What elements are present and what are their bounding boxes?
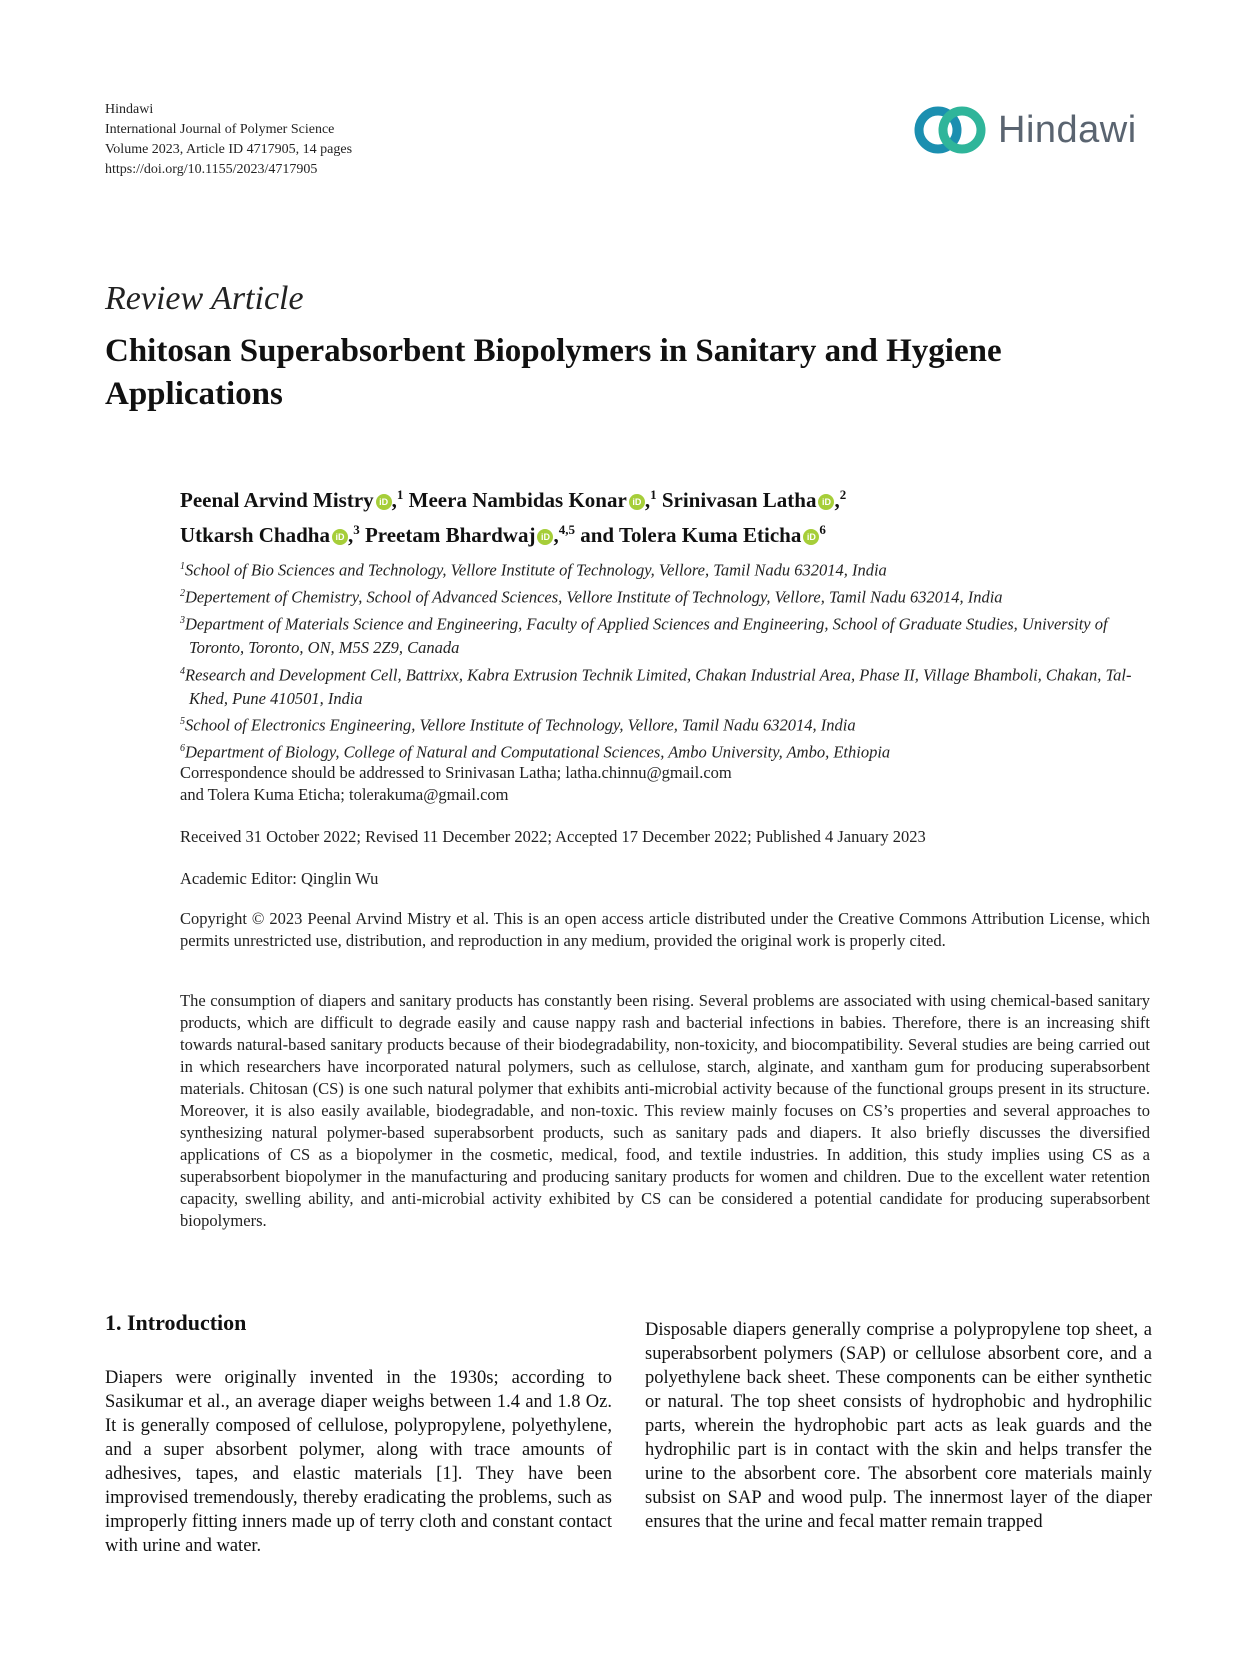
affiliation: $^3$Department of Materials Science and Engineering, Faculty of Applied Sciences and Engineering, School of Graduate Studies, University of Toronto, Toronto, ON, M5S 2Z9, Canada (180, 614, 1108, 657)
copyright-notice: Copyright © 2023 Peenal Arvind Mistry et al. This is an open access article distributed under the Creative Commons Attribution License, which permits unrestricted use, distribution, and reproduction in any medium, provided the original work is properly cited. (180, 909, 1150, 950)
affiliation: $^6$Department of Biology, College of Natural and Computational Sciences, Ambo University, Ambo, Ethiopia (180, 742, 891, 762)
affiliation-list (180, 555, 1160, 764)
page-title: Chitosan Superabsorbent Biopolymers in Sanitary and Hygiene Applications (105, 333, 1002, 412)
orcid-icon[interactable]: iD (803, 529, 819, 545)
author: Meera Nambidas Konar iD ,$^1$ (408, 487, 657, 512)
affiliation: $^5$School of Electronics Engineering, Vellore Institute of Technology, Vellore, Tamil Nadu 632014, India (180, 715, 856, 735)
author: Srinivasan Latha iD ,$^2$ (661, 487, 847, 512)
journal-meta (105, 100, 352, 180)
author: Peenal Arvind Mistry iD ,$^1$ (180, 487, 404, 512)
orcid-icon[interactable]: iD (629, 494, 645, 510)
logo-wordmark: Hindawi (998, 108, 1137, 151)
hindawi-logo[interactable] (910, 100, 1137, 160)
publisher-name: Hindawi (105, 102, 154, 117)
abstract: The consumption of diapers and sanitary products has constantly been rising. Several problems are associated with using chemical-based sanitary products, which are difficult to degrade easily and cause nappy rash and bacterial infections in babies. Therefore, there is an increasing shift towards natural-based sanitary products because of their biodegradability, non-toxicity, and biocompatibility. Several studies are being carried out in which researchers have incorporated natural polymers, such as cellulose, starch, alginate, and xantham gum for producing superabsorbent materials. Chitosan (CS) is one such natural polymer that exhibits anti-microbial activity because of the functional groups present in its structure. Moreover, it is also easily available, biodegradable, and non-toxic. This review mainly focuses on CS’s properties and several approaches to synthesizing natural polymer-based superabsorbent products, such as sanitary pads and diapers. It also briefly discusses the diversified applications of CS as a biopolymer in the cosmetic, medical, food, and textile industries. In addition, this study implies using CS as a superabsorbent biopolymer in the manufacturing and producing sanitary products for women and children. Due to the excellent water retention capacity, swelling ability, and anti-microbial activity exhibited by CS can be considered a potential candidate for producing superabsorbent biopolymers. (180, 991, 1150, 1230)
hindawi-rings-icon (910, 100, 990, 160)
author-list (180, 480, 1160, 550)
article-type: Review Article (105, 280, 304, 317)
correspondence: Correspondence should be addressed to Srinivasan Latha; latha.chinnu@gmail.com and Tolera Kuma Eticha; tolerakuma@gmail.com (180, 763, 732, 804)
journal-name: International Journal of Polymer Science (105, 122, 335, 137)
orcid-icon[interactable]: iD (332, 529, 348, 545)
author: Utkarsh Chadha iD ,$^3$ (180, 522, 360, 547)
publication-dates: Received 31 October 2022; Revised 11 December 2022; Accepted 17 December 2022; Published 4 January 2023 (180, 827, 926, 846)
affiliation: $^1$School of Bio Sciences and Technology, Vellore Institute of Technology, Vellore, Tamil Nadu 632014, India (180, 560, 887, 580)
body-column-right: Disposable diapers generally comprise a polypropylene top sheet, a superabsorbent polymers (SAP) or cellulose absorbent core, and a polyethylene back sheet. These components can be either synthetic or natural. The top sheet consists of hydrophobic and hydrophilic parts, wherein the hydrophobic part acts as leak guards and the hydrophilic part is in contact with the skin and helps transfer the urine to the absorbent core. The absorbent core materials mainly subsist on SAP and wood pulp. The innermost layer of the diaper ensures that the urine and fecal matter remain trapped (645, 1320, 1152, 1532)
volume-info: Volume 2023, Article ID 4717905, 14 pages (105, 142, 353, 157)
author: Preetam Bhardwaj iD ,$^{4,5}$ (364, 522, 575, 547)
affiliation: $^2$Depertement of Chemistry, School of Advanced Sciences, Vellore Institute of Technology, Vellore, Tamil Nadu 632014, India (180, 587, 1003, 607)
section-heading: 1. Introduction (105, 1310, 247, 1335)
affiliation: $^4$Research and Development Cell, Battrixx, Kabra Extrusion Technik Limited, Chakan Industrial Area, Phase II, Village Bhamboli, Chakan, Tal-Khed, Pune 410501, India (180, 665, 1132, 708)
orcid-icon[interactable]: iD (818, 494, 834, 510)
author: and Tolera Kuma Eticha $iD^6$ (580, 522, 826, 547)
academic-editor: Academic Editor: Qinglin Wu (180, 869, 379, 888)
doi-link[interactable]: https://doi.org/10.1155/2023/4717905 (105, 162, 318, 177)
orcid-icon[interactable]: iD (376, 494, 392, 510)
orcid-icon[interactable]: iD (537, 529, 553, 545)
body-column-left: Diapers were originally invented in the 1930s; according to Sasikumar et al., an average diaper weighs between 1.4 and 1.8 Oz. It is generally composed of cellulose, polypropylene, polyethylene, and a super absorbent polymer, along with trace amounts of adhesives, tapes, and elastic materials [1]. They have been improvised tremendously, thereby eradicating the problems, such as improperly fitting inners made up of terry cloth and constant contact with urine and water. (105, 1368, 612, 1556)
